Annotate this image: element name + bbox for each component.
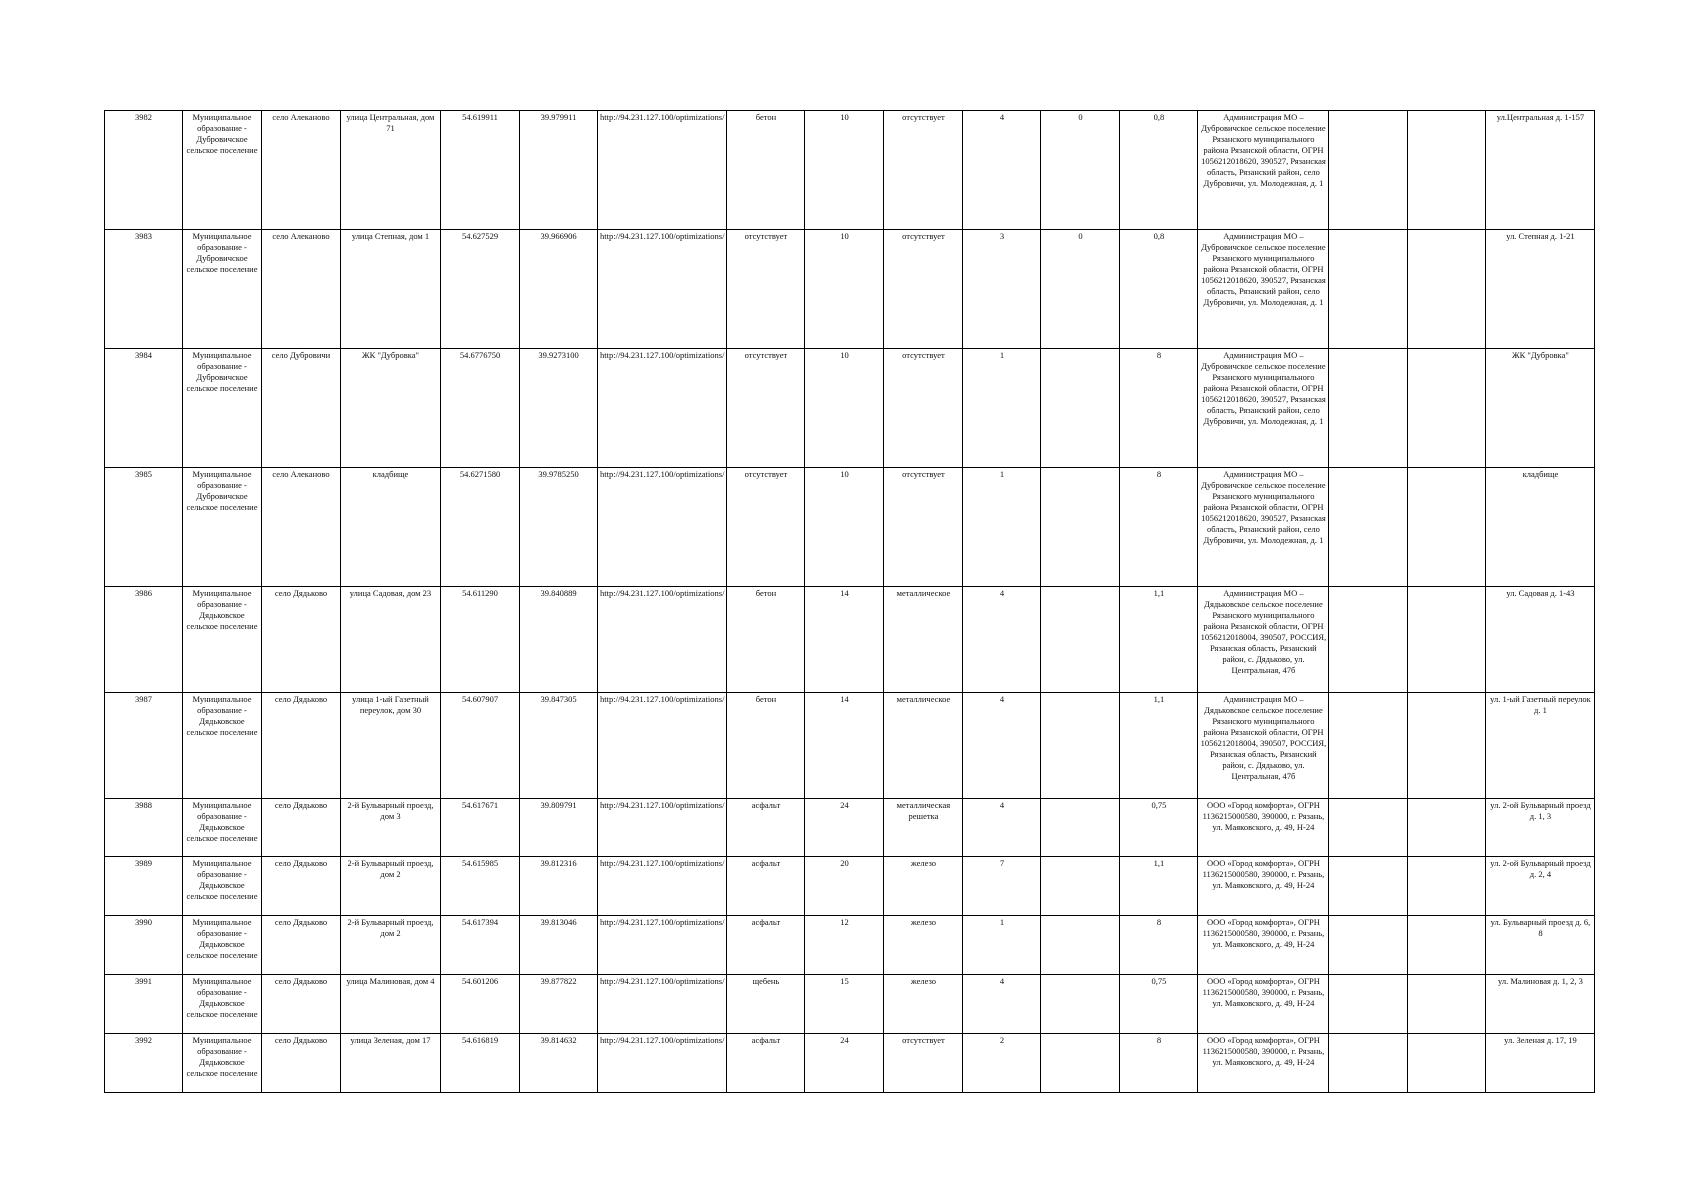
latitude-cell: 54.607907	[441, 693, 520, 799]
area-cell: 14	[805, 693, 884, 799]
address-cell: улица Степная, дом 1	[341, 230, 441, 349]
bunkers-count-cell	[1041, 916, 1120, 975]
volume-cell: 1,1	[1120, 693, 1198, 799]
longitude-cell: 39.9273100	[520, 349, 598, 468]
longitude-cell: 39.9785250	[520, 468, 598, 587]
containers-count-cell: 2	[963, 1034, 1041, 1093]
settlement-cell: село Дядьково	[262, 1034, 341, 1093]
surface-cell: бетон	[727, 693, 805, 799]
longitude-cell: 39.877822	[520, 975, 598, 1034]
settlement-cell: село Дядьково	[262, 587, 341, 693]
area-cell: 10	[805, 230, 884, 349]
containers-count-cell: 3	[963, 230, 1041, 349]
row-number-cell: 3988	[105, 799, 183, 857]
volume-cell: 0,75	[1120, 975, 1198, 1034]
waste-sources-cell: кладбище	[1486, 468, 1595, 587]
surface-cell: асфальт	[727, 1034, 805, 1093]
bunkers-count-cell: 0	[1041, 111, 1120, 230]
latitude-cell: 54.6776750	[441, 349, 520, 468]
volume-cell: 0,8	[1120, 111, 1198, 230]
owner-cell: ООО «Город комфорта», ОГРН 1136215000580, 390000, г. Рязань, ул. Маяковского, д. 49, Н-24	[1198, 975, 1329, 1034]
containers-count-cell: 4	[963, 693, 1041, 799]
municipality-cell: Муниципальное образование - Дядьковское сельское поселение	[183, 916, 262, 975]
containers-count-cell: 1	[963, 916, 1041, 975]
map-url-cell: http://94.231.127.100/optimizations/	[598, 230, 727, 349]
settlement-cell: село Алеканово	[262, 230, 341, 349]
empty-cell	[1408, 111, 1486, 230]
fence-cell: отсутствует	[884, 349, 963, 468]
row-number-cell: 3992	[105, 1034, 183, 1093]
address-cell: улица 1-ый Газетный переулок, дом 30	[341, 693, 441, 799]
fence-cell: металлическая решетка	[884, 799, 963, 857]
area-cell: 20	[805, 857, 884, 916]
empty-cell	[1408, 230, 1486, 349]
row-number-cell: 3985	[105, 468, 183, 587]
longitude-cell: 39.979911	[520, 111, 598, 230]
map-url-cell: http://94.231.127.100/optimizations/	[598, 111, 727, 230]
map-url-cell: http://94.231.127.100/optimizations/	[598, 799, 727, 857]
row-number-cell: 3987	[105, 693, 183, 799]
containers-count-cell: 4	[963, 587, 1041, 693]
empty-cell	[1329, 468, 1408, 587]
area-cell: 24	[805, 1034, 884, 1093]
volume-cell: 0,8	[1120, 230, 1198, 349]
settlement-cell: село Алеканово	[262, 468, 341, 587]
empty-cell	[1408, 587, 1486, 693]
latitude-cell: 54.616819	[441, 1034, 520, 1093]
settlement-cell: село Дядьково	[262, 975, 341, 1034]
fence-cell: отсутствует	[884, 468, 963, 587]
row-number-cell: 3986	[105, 587, 183, 693]
row-number-cell: 3991	[105, 975, 183, 1034]
surface-cell: отсутствует	[727, 349, 805, 468]
municipality-cell: Муниципальное образование - Дядьковское сельское поселение	[183, 975, 262, 1034]
address-cell: 2-й Бульварный проезд, дом 3	[341, 799, 441, 857]
row-number-cell: 3990	[105, 916, 183, 975]
address-cell: улица Садовая, дом 23	[341, 587, 441, 693]
owner-cell: Администрация МО – Дубровичское сельское поселение Рязанского муниципального района Рязанской области, ОГРН 1056212018620, 390527, Рязанская область, Рязанский район, село Дубровичи, ул. Молодежная, д. 1	[1198, 349, 1329, 468]
empty-cell	[1408, 468, 1486, 587]
volume-cell: 8	[1120, 349, 1198, 468]
containers-count-cell: 1	[963, 349, 1041, 468]
map-url-cell: http://94.231.127.100/optimizations/	[598, 916, 727, 975]
volume-cell: 8	[1120, 916, 1198, 975]
municipality-cell: Муниципальное образование - Дядьковское сельское поселение	[183, 799, 262, 857]
fence-cell: металлическое	[884, 587, 963, 693]
owner-cell: Администрация МО – Дядьковское сельское поселение Рязанского муниципального района Рязанской области, ОГРН 1056212018004, 390507, РОССИЯ, Рязанская область, Рязанский район, с. Дядьково, ул. Центральная, 47б	[1198, 693, 1329, 799]
longitude-cell: 39.813046	[520, 916, 598, 975]
containers-count-cell: 1	[963, 468, 1041, 587]
address-cell: 2-й Бульварный проезд, дом 2	[341, 916, 441, 975]
containers-count-cell: 7	[963, 857, 1041, 916]
address-cell: улица Малиновая, дом 4	[341, 975, 441, 1034]
table-row	[105, 799, 1595, 857]
registry-table	[104, 110, 1595, 1093]
empty-cell	[1408, 857, 1486, 916]
table-row	[105, 587, 1595, 693]
table-row	[105, 230, 1595, 349]
bunkers-count-cell	[1041, 975, 1120, 1034]
map-url-cell: http://94.231.127.100/optimizations/	[598, 349, 727, 468]
surface-cell: асфальт	[727, 916, 805, 975]
latitude-cell: 54.619911	[441, 111, 520, 230]
table-row	[105, 975, 1595, 1034]
area-cell: 10	[805, 111, 884, 230]
surface-cell: асфальт	[727, 857, 805, 916]
surface-cell: бетон	[727, 111, 805, 230]
latitude-cell: 54.627529	[441, 230, 520, 349]
waste-sources-cell: ул. Степная д. 1-21	[1486, 230, 1595, 349]
municipality-cell: Муниципальное образование - Дядьковское сельское поселение	[183, 1034, 262, 1093]
fence-cell: отсутствует	[884, 1034, 963, 1093]
row-number-cell: 3982	[105, 111, 183, 230]
containers-count-cell: 4	[963, 975, 1041, 1034]
bunkers-count-cell	[1041, 1034, 1120, 1093]
area-cell: 12	[805, 916, 884, 975]
empty-cell	[1408, 1034, 1486, 1093]
empty-cell	[1329, 916, 1408, 975]
table-row	[105, 1034, 1595, 1093]
waste-sources-cell: ул. 1-ый Газетный переулок д. 1	[1486, 693, 1595, 799]
municipality-cell: Муниципальное образование - Дядьковское сельское поселение	[183, 693, 262, 799]
table-row	[105, 857, 1595, 916]
empty-cell	[1329, 111, 1408, 230]
bunkers-count-cell	[1041, 857, 1120, 916]
empty-cell	[1408, 916, 1486, 975]
surface-cell: асфальт	[727, 799, 805, 857]
settlement-cell: село Дядьково	[262, 857, 341, 916]
waste-sources-cell: ул. 2-ой Бульварный проезд д. 2, 4	[1486, 857, 1595, 916]
bunkers-count-cell: 0	[1041, 230, 1120, 349]
area-cell: 10	[805, 349, 884, 468]
containers-count-cell: 4	[963, 799, 1041, 857]
bunkers-count-cell	[1041, 349, 1120, 468]
waste-sources-cell: ул. Зеленая д. 17, 19	[1486, 1034, 1595, 1093]
surface-cell: отсутствует	[727, 468, 805, 587]
table-row	[105, 693, 1595, 799]
municipality-cell: Муниципальное образование - Дубровичское сельское поселение	[183, 349, 262, 468]
bunkers-count-cell	[1041, 468, 1120, 587]
map-url-cell: http://94.231.127.100/optimizations/	[598, 693, 727, 799]
area-cell: 24	[805, 799, 884, 857]
owner-cell: ООО «Город комфорта», ОГРН 1136215000580, 390000, г. Рязань, ул. Маяковского, д. 49, Н-24	[1198, 1034, 1329, 1093]
latitude-cell: 54.617394	[441, 916, 520, 975]
empty-cell	[1408, 799, 1486, 857]
settlement-cell: село Дядьково	[262, 916, 341, 975]
waste-sources-cell: ул.Центральная д. 1-157	[1486, 111, 1595, 230]
empty-cell	[1329, 349, 1408, 468]
containers-count-cell: 4	[963, 111, 1041, 230]
address-cell: 2-й Бульварный проезд, дом 2	[341, 857, 441, 916]
table-row	[105, 468, 1595, 587]
map-url-cell: http://94.231.127.100/optimizations/	[598, 1034, 727, 1093]
address-cell: улица Зеленая, дом 17	[341, 1034, 441, 1093]
volume-cell: 8	[1120, 468, 1198, 587]
owner-cell: ООО «Город комфорта», ОГРН 1136215000580, 390000, г. Рязань, ул. Маяковского, д. 49, Н-24	[1198, 857, 1329, 916]
empty-cell	[1329, 230, 1408, 349]
settlement-cell: село Дубровичи	[262, 349, 341, 468]
volume-cell: 0,75	[1120, 799, 1198, 857]
surface-cell: щебень	[727, 975, 805, 1034]
registry-table-body	[105, 111, 1595, 1093]
municipality-cell: Муниципальное образование - Дядьковское сельское поселение	[183, 857, 262, 916]
empty-cell	[1408, 349, 1486, 468]
volume-cell: 1,1	[1120, 587, 1198, 693]
empty-cell	[1329, 1034, 1408, 1093]
bunkers-count-cell	[1041, 587, 1120, 693]
map-url-cell: http://94.231.127.100/optimizations/	[598, 975, 727, 1034]
volume-cell: 8	[1120, 1034, 1198, 1093]
empty-cell	[1408, 693, 1486, 799]
address-cell: кладбище	[341, 468, 441, 587]
latitude-cell: 54.6271580	[441, 468, 520, 587]
settlement-cell: село Дядьково	[262, 693, 341, 799]
municipality-cell: Муниципальное образование - Дядьковское сельское поселение	[183, 587, 262, 693]
map-url-cell: http://94.231.127.100/optimizations/	[598, 857, 727, 916]
owner-cell: ООО «Город комфорта», ОГРН 1136215000580, 390000, г. Рязань, ул. Маяковского, д. 49, Н-24	[1198, 916, 1329, 975]
area-cell: 14	[805, 587, 884, 693]
volume-cell: 1,1	[1120, 857, 1198, 916]
fence-cell: железо	[884, 916, 963, 975]
address-cell: ЖК "Дубровка"	[341, 349, 441, 468]
fence-cell: железо	[884, 857, 963, 916]
longitude-cell: 39.812316	[520, 857, 598, 916]
row-number-cell: 3984	[105, 349, 183, 468]
longitude-cell: 39.809791	[520, 799, 598, 857]
area-cell: 15	[805, 975, 884, 1034]
owner-cell: ООО «Город комфорта», ОГРН 1136215000580, 390000, г. Рязань, ул. Маяковского, д. 49, Н-24	[1198, 799, 1329, 857]
bunkers-count-cell	[1041, 693, 1120, 799]
bunkers-count-cell	[1041, 799, 1120, 857]
waste-sources-cell: ул. Бульварный проезд д. 6, 8	[1486, 916, 1595, 975]
row-number-cell: 3989	[105, 857, 183, 916]
settlement-cell: село Дядьково	[262, 799, 341, 857]
municipality-cell: Муниципальное образование - Дубровичское сельское поселение	[183, 111, 262, 230]
waste-sources-cell: ул. Садовая д. 1-43	[1486, 587, 1595, 693]
longitude-cell: 39.847305	[520, 693, 598, 799]
longitude-cell: 39.966906	[520, 230, 598, 349]
table-row	[105, 349, 1595, 468]
municipality-cell: Муниципальное образование - Дубровичское сельское поселение	[183, 468, 262, 587]
waste-sources-cell: ул. 2-ой Бульварный проезд д. 1, 3	[1486, 799, 1595, 857]
empty-cell	[1329, 587, 1408, 693]
longitude-cell: 39.840889	[520, 587, 598, 693]
fence-cell: отсутствует	[884, 230, 963, 349]
owner-cell: Администрация МО – Дубровичское сельское поселение Рязанского муниципального района Рязанской области, ОГРН 1056212018620, 390527, Рязанская область, Рязанский район, село Дубровичи, ул. Молодежная, д. 1	[1198, 230, 1329, 349]
longitude-cell: 39.814632	[520, 1034, 598, 1093]
surface-cell: отсутствует	[727, 230, 805, 349]
table-row	[105, 916, 1595, 975]
latitude-cell: 54.617671	[441, 799, 520, 857]
owner-cell: Администрация МО – Дубровичское сельское поселение Рязанского муниципального района Рязанской области, ОГРН 1056212018620, 390527, Рязанская область, Рязанский район, село Дубровичи, ул. Молодежная, д. 1	[1198, 111, 1329, 230]
fence-cell: железо	[884, 975, 963, 1034]
waste-sources-cell: ул. Малиновая д. 1, 2, 3	[1486, 975, 1595, 1034]
area-cell: 10	[805, 468, 884, 587]
owner-cell: Администрация МО – Дубровичское сельское поселение Рязанского муниципального района Рязанской области, ОГРН 1056212018620, 390527, Рязанская область, Рязанский район, село Дубровичи, ул. Молодежная, д. 1	[1198, 468, 1329, 587]
municipality-cell: Муниципальное образование - Дубровичское сельское поселение	[183, 230, 262, 349]
waste-sources-cell: ЖК "Дубровка"	[1486, 349, 1595, 468]
surface-cell: бетон	[727, 587, 805, 693]
fence-cell: отсутствует	[884, 111, 963, 230]
empty-cell	[1408, 975, 1486, 1034]
owner-cell: Администрация МО – Дядьковское сельское поселение Рязанского муниципального района Рязанской области, ОГРН 1056212018004, 390507, РОССИЯ, Рязанская область, Рязанский район, с. Дядьково, ул. Центральная, 47б	[1198, 587, 1329, 693]
map-url-cell: http://94.231.127.100/optimizations/	[598, 587, 727, 693]
latitude-cell: 54.615985	[441, 857, 520, 916]
row-number-cell: 3983	[105, 230, 183, 349]
empty-cell	[1329, 975, 1408, 1034]
settlement-cell: село Алеканово	[262, 111, 341, 230]
latitude-cell: 54.601206	[441, 975, 520, 1034]
table-row	[105, 111, 1595, 230]
map-url-cell: http://94.231.127.100/optimizations/	[598, 468, 727, 587]
empty-cell	[1329, 693, 1408, 799]
address-cell: улица Центральная, дом 71	[341, 111, 441, 230]
empty-cell	[1329, 857, 1408, 916]
fence-cell: металлическое	[884, 693, 963, 799]
latitude-cell: 54.611290	[441, 587, 520, 693]
empty-cell	[1329, 799, 1408, 857]
